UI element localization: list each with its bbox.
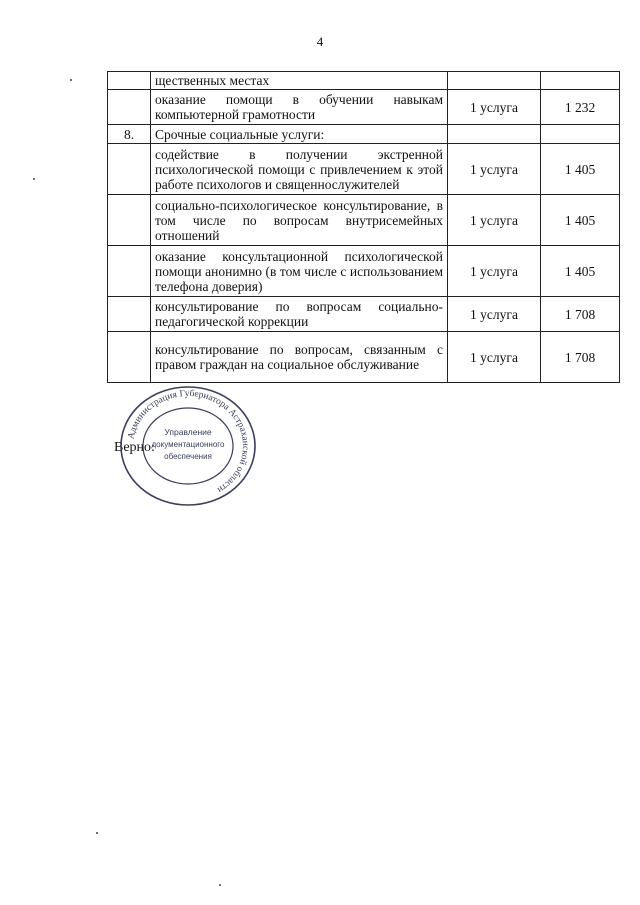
service-unit: 1 услуга	[448, 246, 541, 297]
row-number: 8.	[108, 125, 151, 144]
scan-speck	[70, 79, 72, 81]
row-number	[108, 195, 151, 246]
services-price-table	[107, 71, 620, 383]
table-row	[108, 72, 620, 90]
table-row	[108, 125, 620, 144]
stamp-center-line2: документационного	[151, 440, 225, 449]
service-price: 1 405	[541, 144, 620, 195]
scan-speck	[33, 178, 35, 180]
service-unit: 1 услуга	[448, 332, 541, 383]
table-row	[108, 297, 620, 332]
service-price: 1 405	[541, 246, 620, 297]
service-description: содействие в получении экстренной психологической помощи с привлечением к этой работе психологов и священнослужителей	[151, 144, 448, 195]
table-row	[108, 144, 620, 195]
service-price	[541, 72, 620, 90]
row-number	[108, 246, 151, 297]
official-stamp	[118, 385, 258, 507]
service-description: оказание помощи в обучении навыкам компьютерной грамотности	[151, 90, 448, 125]
row-number	[108, 72, 151, 90]
row-number	[108, 297, 151, 332]
service-description: оказание консультационной психологической помощи анонимно (в том числе с использованием телефона доверия)	[151, 246, 448, 297]
service-unit	[448, 125, 541, 144]
service-description: консультирование по вопросам социально-педагогической коррекции	[151, 297, 448, 332]
certification-label: Верно:	[114, 440, 155, 455]
service-unit: 1 услуга	[448, 195, 541, 246]
service-price: 1 405	[541, 195, 620, 246]
service-unit	[448, 72, 541, 90]
table-row	[108, 332, 620, 383]
service-price	[541, 125, 620, 144]
table-row	[108, 246, 620, 297]
table-row	[108, 90, 620, 125]
row-number	[108, 144, 151, 195]
service-price: 1 708	[541, 332, 620, 383]
scan-speck	[219, 884, 221, 886]
stamp-ring-text: Администрация Губернатора Астраханской области	[126, 388, 251, 495]
table-row	[108, 195, 620, 246]
service-description: щественных местах	[151, 72, 448, 90]
row-number	[108, 332, 151, 383]
page-number: 4	[316, 34, 324, 49]
service-unit: 1 услуга	[448, 297, 541, 332]
stamp-center-line3: обеспечения	[164, 452, 212, 461]
service-price: 1 232	[541, 90, 620, 125]
scan-speck	[96, 832, 98, 834]
service-unit: 1 услуга	[448, 90, 541, 125]
service-description: социально-психологическое консультирование, в том числе по вопросам внутрисемейных отношений	[151, 195, 448, 246]
row-number	[108, 90, 151, 125]
section-heading: Срочные социальные услуги:	[151, 125, 448, 144]
service-description: консультирование по вопросам, связанным с правом граждан на социальное обслуживание	[151, 332, 448, 383]
service-price: 1 708	[541, 297, 620, 332]
service-unit: 1 услуга	[448, 144, 541, 195]
stamp-center-line1: Управление	[164, 427, 212, 437]
